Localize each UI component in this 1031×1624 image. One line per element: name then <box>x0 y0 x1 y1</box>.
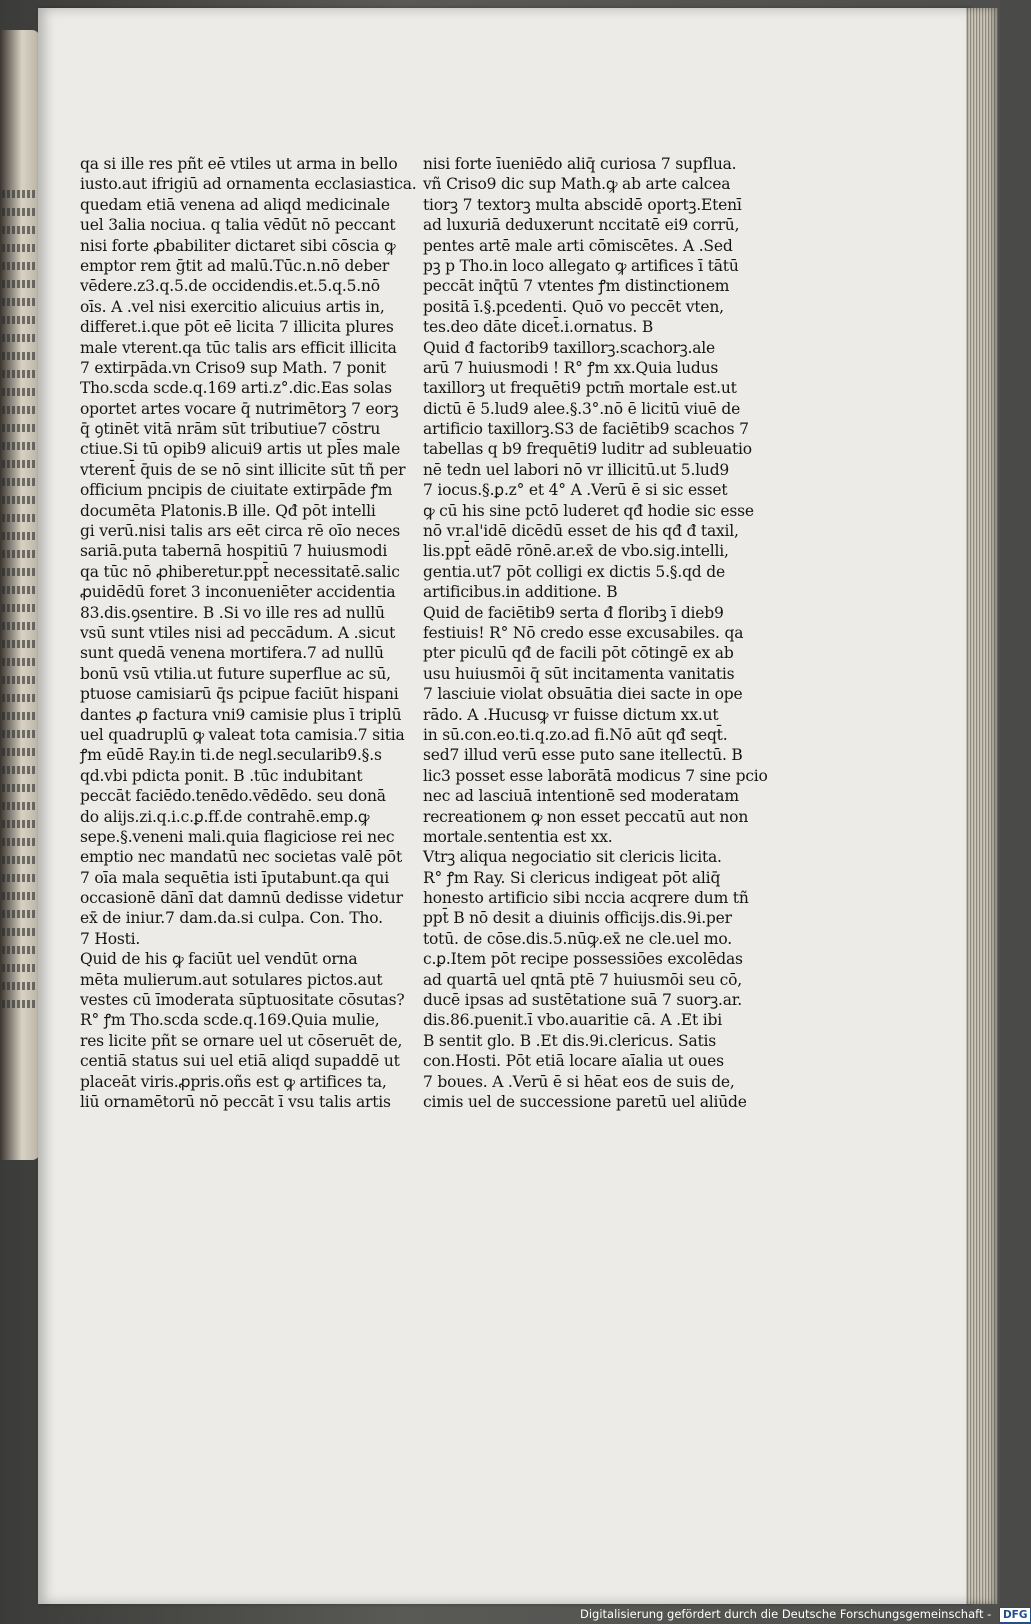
text-line: gentia.ut7 pōt colligi ex dictis 5.§.qd de <box>423 562 725 581</box>
text-line: dictū ē 5.lud9 alee.§.3°.nō ē licitū viuē de <box>423 399 741 418</box>
text-line: ad luxuriā deduxerunt nccitatē ei9 corrū, <box>423 216 740 235</box>
text-line: pter piculū qđ de facili pōt cōtingē ex ab <box>423 644 734 663</box>
text-line: res licite pñt se ornare uel ut cōseruēt de, <box>80 1031 403 1050</box>
text-line: tiorꝫ 7 textorꝫ multa abscidē oportꝫ.Etenī <box>423 195 742 214</box>
text-line: Vtrꝫ aliqua negociatio sit clericis licita. <box>423 848 722 867</box>
text-line: sunt quedā venena mortifera.7 ad nullū <box>80 644 384 663</box>
text-line: sed7 illud verū esse puto sane itellectū. B <box>423 746 743 765</box>
text-line: usu huiusmōi q̄ sūt incitamenta vanitatis <box>423 664 735 683</box>
text-line: arū 7 huiusmodi ! R° ꝭm xx.Quia ludus <box>423 358 719 377</box>
text-line: placeāt viris.ꝓpris.oñs est ꝙ artifices ta, <box>80 1072 387 1091</box>
text-line: uel 3alia nociua. q talia vēdūt nō peccant <box>80 216 396 235</box>
text-line: occasionē dānī dat damnū dedisse videtur <box>80 889 403 908</box>
text-line: taxillorꝫ ut frequēti9 pctm̄ mortale est.ut <box>423 379 737 398</box>
text-line: 7 oīa mala sequētia isti īputabunt.qa qui <box>80 868 390 887</box>
text-line: centiā status sui uel etiā aliqd supaddē ut <box>80 1052 400 1071</box>
text-line: in sū.con.eo.ti.q.zo.ad fi.Nō aūt qđ seqt̄. <box>423 725 728 744</box>
text-line: oportet artes vocare q̄ nutrimētorꝫ 7 eorꝫ <box>80 399 399 418</box>
text-line: uel quadruplū ꝙ valeat tota camisia.7 sitia <box>80 725 405 744</box>
text-line: ꝭm eūdē Ray.in ti.de negl.secularib9.§.s <box>80 746 382 765</box>
text-line: cimis uel de successione paretū uel aliūde <box>423 1092 747 1111</box>
text-line: nisi forte īueniēdo aliq̄ curiosa 7 supflua. <box>423 155 737 173</box>
text-line: nec ad lasciuā intentionē sed moderatam <box>423 787 739 806</box>
text-line: emptio nec mandatū nec societas valē pōt <box>80 848 402 867</box>
text-line: 7 Hosti. <box>80 929 141 948</box>
text-line: con.Hosti. Pōt etiā locare aīalia ut oues <box>423 1052 724 1071</box>
text-line: vestes cū īmoderata sūptuositate cōsutas? <box>80 991 405 1010</box>
text-line: ad quartā uel qntā ptē 7 huiusmōi seu cō, <box>423 970 742 989</box>
text-line: vñ Criso9 dic sup Math.ꝙ ab arte calcea <box>423 175 731 194</box>
page-fore-edge <box>966 8 998 1604</box>
text-line: q̄ ꝯtinēt vitā nrām sūt tributiue7 cōstru <box>80 420 381 439</box>
text-line: emptor rem ḡtit ad malū.Tūc.n.nō deber <box>80 256 390 275</box>
text-line: rādo. A .Hucusꝙ vr fuisse dictum xx.ut <box>423 705 719 724</box>
text-line: nē tedn uel labori nō vr illicitū.ut 5.lud9 <box>423 460 730 479</box>
digitization-footer <box>580 1604 1028 1624</box>
text-line: ducē ipsas ad sustētatione suā 7 suorꝫ.ar. <box>423 991 742 1010</box>
text-line: ꝙ cū his sine pctō luderet qđ hodie sic esse <box>423 501 754 520</box>
text-line: vsū sunt vtiles nisi ad peccādum. A .sicut <box>80 623 396 642</box>
text-line: iusto.aut ifrigiū ad ornamenta ecclasiastica. <box>80 175 417 194</box>
text-line: officium pncipis de ciuitate extirpāde ꝭm <box>80 481 393 500</box>
text-line: differet.i.que pōt eē licita 7 illicita plures <box>80 318 394 337</box>
dfg-logo-badge: DFG <box>999 1607 1031 1623</box>
text-line: R° ꝭm Ray. Si clericus indigeat pōt aliq̄ <box>423 868 721 887</box>
text-line: tabellas q b9 frequēti9 luditr ad subleuatio <box>423 440 752 459</box>
text-line: peccāt inq̄tū 7 vtentes ꝭm distinctionem <box>423 277 730 296</box>
text-line: R° ꝭm Tho.scda scde.q.169.Quia mulie, <box>80 1011 380 1030</box>
text-line: quedam etiā venena ad aliqd medicinale <box>80 195 390 214</box>
text-line: 83.dis.ꝯsentire. B .Si vo ille res ad nullū <box>80 603 385 622</box>
text-line: sepe.§.veneni mali.quia flagiciose rei nec <box>80 827 395 846</box>
text-line: qa tūc nō ꝓhiberetur.ppt̄ necessitatē.salic <box>80 562 400 581</box>
text-line: qa si ille res pñt eē vtiles ut arma in bello <box>80 155 398 173</box>
text-line: Quid de faciētib9 serta đ floribꝫ ī dieb9 <box>423 603 724 622</box>
text-line: dis.86.puenit.ī vbo.auaritie cā. A .Et ibi <box>423 1011 722 1030</box>
text-line: nisi forte ꝓbabiliter dictaret sibi cōscia ꝙ <box>80 236 396 255</box>
text-line: Quid de his ꝙ faciūt uel vendūt orna <box>80 950 358 969</box>
text-line: artificio taxillorꝫ.S3 de faciētib9 scachos 7 <box>423 420 749 439</box>
text-line: 7 extirpāda.vn Criso9 sup Math. 7 ponit <box>80 358 386 377</box>
text-line: artificibus.in additione. B <box>423 583 618 602</box>
text-line: 7 boues. A .Verū ē si hēat eos de suis de, <box>423 1072 735 1091</box>
text-line: 7 lasciuie violat obsuātia diei sacte in ope <box>423 685 743 704</box>
text-line: Tho.scda scde.q.169 arti.z°.dic.Eas solas <box>80 379 392 398</box>
text-line: pentes artē male arti cōmiscētes. A .Sed <box>423 236 733 255</box>
text-line: mēta mulierum.aut sotulares pictos.aut <box>80 970 383 989</box>
text-line: ꝓuidēdū foret 3 inconueniēter accidentia <box>80 583 396 602</box>
text-line: 7 iocus.§.ꝑ.z° et 4° A .Verū ē si sic esset <box>423 481 728 500</box>
text-line: sariā.puta tabernā hospitiū 7 huiusmodi <box>80 542 388 561</box>
text-line: vēdere.z3.q.5.de occidendis.et.5.q.5.nō <box>80 277 380 296</box>
text-line: positā ī.§.pcedenti. Quō vo peccēt vten, <box>423 297 724 316</box>
text-line: B sentit glo. B .Et dis.9i.clericus. Satis <box>423 1031 717 1050</box>
text-line: do alijs.zi.q.i.c.ꝑ.ff.de contrahē.emp.ꝙ <box>80 807 370 826</box>
text-line: oīs. A .vel nisi exercitio alicuius artis in, <box>80 297 385 316</box>
text-line: ex̄ de iniur.7 dam.da.si culpa. Con. Tho. <box>80 909 383 928</box>
text-line: ctiue.Si tū opib9 alicui9 artis ut pl̄es male <box>80 440 401 459</box>
text-line: ppt̄ B nō desit a diuinis officijs.dis.9i.per <box>423 909 732 928</box>
text-line: honesto artificio sibi nccia acqrere dum tñ <box>423 889 749 908</box>
text-line: pꝫ p Tho.in loco allegato ꝙ artifices ī tātū <box>423 256 739 275</box>
text-line: Quid đ factorib9 taxillorꝫ.scachorꝫ.ale <box>423 338 716 357</box>
text-line: c.ꝑ.Item pōt recipe possessiōes excolēdas <box>423 950 743 969</box>
text-line: vterent̄ q̄uis de se nō sint illicite sūt tñ per <box>80 460 406 479</box>
text-line: gi verū.nisi talis ars eēt circa rē oīo neces <box>80 522 401 541</box>
text-line: totū. de cōse.dis.5.nūꝙ.ex̄ ne cle.uel mo. <box>423 929 732 948</box>
text-line: bonū vsū vtilia.ut future superflue ac sū, <box>80 664 391 683</box>
text-line: lis.ppt̄ eādē rōnē.ar.ex̄ de vbo.sig.intelli, <box>423 542 729 561</box>
text-line: mortale.sententia est xx. <box>423 827 613 846</box>
facing-page-edge <box>0 30 40 1160</box>
text-line: ptuose camisiarū q̄s pcipue faciūt hispani <box>80 685 399 704</box>
text-line: lic3 posset esse laborātā modicus 7 sine pcio <box>423 766 768 785</box>
text-line: festiuis! R° Nō credo esse excusabiles. qa <box>423 623 744 642</box>
text-line: recreationem ꝙ non esset peccatū aut non <box>423 807 749 826</box>
text-column-left <box>80 154 417 1112</box>
text-column-right <box>423 154 768 1112</box>
text-line: liū ornamētorū nō peccāt ī vsu talis artis <box>80 1092 391 1111</box>
text-line: nō vr.al'idē dicēdū esset de his qđ đ taxil, <box>423 522 739 541</box>
text-line: male vterent.qa tūc talis ars efficit illicita <box>80 338 397 357</box>
text-line: tes.deo dāte dicet̄.i.ornatus. B <box>423 318 654 337</box>
text-line: dantes ꝓ factura vni9 camisie plus ī triplū <box>80 705 402 724</box>
footer-credit-text: Digitalisierung gefördert durch die Deutsche Forschungsgemeinschaft - <box>580 1607 992 1621</box>
text-line: documēta Platonis.B ille. Qđ pōt intelli <box>80 501 376 520</box>
text-line: qd.vbi pdicta ponit. B .tūc indubitant <box>80 766 363 785</box>
text-line: peccāt faciēdo.tenēdo.vēdēdo. seu donā <box>80 787 386 806</box>
